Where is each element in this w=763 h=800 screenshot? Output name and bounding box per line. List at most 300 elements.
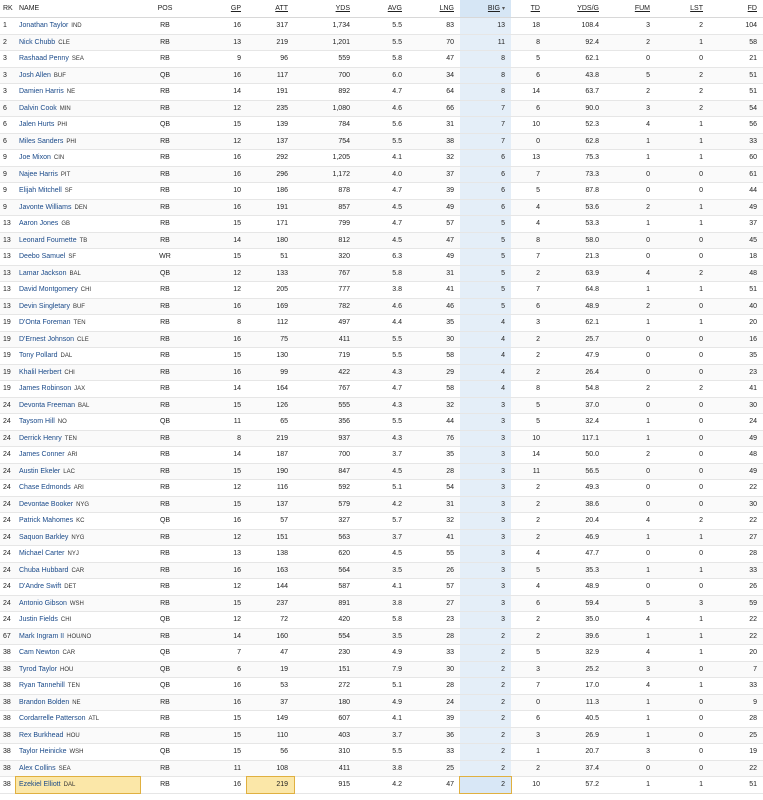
team-abbr[interactable]: TEN [64, 435, 77, 442]
table-row[interactable] [0, 430, 763, 447]
cell-ydsg: 56.5 [546, 463, 605, 480]
cell-big: 2 [460, 645, 511, 662]
cell-name [16, 348, 140, 365]
cell-fd: 56 [709, 117, 763, 134]
team-abbr[interactable]: CHI [64, 369, 75, 376]
cell-fd: 22 [709, 480, 763, 497]
player-name-link[interactable]: James Conner [19, 451, 65, 459]
player-name-link[interactable]: Justin Fields [19, 616, 58, 624]
cell-lst: 0 [656, 183, 709, 200]
cell-yds: 555 [294, 397, 356, 414]
cell-big: 8 [460, 84, 511, 101]
cell-lng: 31 [408, 117, 460, 134]
player-name-link[interactable]: Alex Collins [19, 764, 56, 772]
table-row[interactable] [0, 628, 763, 645]
player-name-link[interactable]: Michael Carter [19, 550, 65, 558]
cell-td: 5 [511, 562, 546, 579]
cell-avg: 4.6 [356, 100, 408, 117]
cell-name [16, 232, 140, 249]
cell-pos: RB [140, 447, 190, 464]
cell-lst: 1 [656, 150, 709, 167]
table-row[interactable] [0, 364, 763, 381]
player-name-link[interactable]: Devonta Freeman [19, 401, 76, 409]
cell-ydsg: 92.4 [546, 34, 605, 51]
player-name-link[interactable]: Lamar Jackson [19, 269, 67, 277]
col-header-td[interactable]: TD [511, 0, 546, 18]
cell-ydsg: 87.8 [546, 183, 605, 200]
cell-att: 47 [247, 645, 294, 662]
table-row[interactable] [0, 51, 763, 68]
team-abbr[interactable]: BAL [78, 402, 90, 409]
player-name-link[interactable]: Javonte Williams [19, 203, 72, 211]
col-header-fd[interactable]: FD [709, 0, 763, 18]
player-name-link[interactable]: Aaron Jones [19, 220, 59, 228]
cell-big: 11 [460, 34, 511, 51]
cell-name [16, 315, 140, 332]
cell-pos: QB [140, 645, 190, 662]
cell-name [16, 397, 140, 414]
table-row[interactable] [0, 414, 763, 431]
team-abbr[interactable]: CAR [62, 650, 76, 657]
player-name-link[interactable]: Rashaad Penny [19, 55, 69, 63]
table-row[interactable] [0, 67, 763, 84]
team-abbr[interactable]: BAL [69, 270, 81, 277]
team-abbr[interactable]: SF [64, 188, 73, 195]
team-abbr[interactable]: BUF [72, 303, 85, 310]
cell-rk: 24 [0, 447, 16, 464]
cell-avg: 5.1 [356, 480, 408, 497]
col-header-yds[interactable]: YDS [294, 0, 356, 18]
team-abbr[interactable]: DEN [74, 204, 88, 211]
team-abbr[interactable]: DAL [60, 353, 73, 360]
cell-fd: 49 [709, 430, 763, 447]
cell-fum: 1 [605, 133, 656, 150]
cell-ydsg: 52.3 [546, 117, 605, 134]
cell-ydsg: 25.2 [546, 661, 605, 678]
team-abbr[interactable]: NYG [76, 501, 90, 508]
cell-avg: 4.7 [356, 381, 408, 398]
cell-big: 3 [460, 496, 511, 513]
cell-avg: 5.1 [356, 678, 408, 695]
cell-fd: 33 [709, 678, 763, 695]
cell-avg: 4.5 [356, 546, 408, 563]
team-abbr[interactable]: GB [61, 221, 70, 228]
cell-lng: 35 [408, 315, 460, 332]
player-name-link[interactable]: James Robinson [19, 385, 72, 393]
table-row[interactable] [0, 529, 763, 546]
table-row[interactable] [0, 265, 763, 282]
cell-gp: 6 [190, 661, 247, 678]
table-row[interactable] [0, 315, 763, 332]
cell-lst: 1 [656, 645, 709, 662]
table-row[interactable] [0, 34, 763, 51]
player-name-link[interactable]: Ryan Tannehill [19, 682, 65, 690]
cell-big: 3 [460, 397, 511, 414]
cell-yds: 799 [294, 216, 356, 233]
cell-td: 5 [511, 645, 546, 662]
table-row[interactable] [0, 133, 763, 150]
cell-td: 8 [511, 34, 546, 51]
cell-lng: 33 [408, 645, 460, 662]
team-abbr[interactable]: CLE [77, 336, 89, 343]
table-row[interactable] [0, 727, 763, 744]
player-name-link[interactable]: Patrick Mahomes [19, 517, 74, 525]
cell-lng: 49 [408, 249, 460, 266]
player-name-link[interactable]: Cordarrelle Patterson [19, 715, 86, 723]
team-abbr[interactable]: WSH [69, 600, 84, 607]
cell-rk: 3 [0, 67, 16, 84]
cell-att: 57 [247, 513, 294, 530]
table-row[interactable] [0, 661, 763, 678]
team-abbr[interactable]: IND [71, 23, 82, 30]
cell-td: 7 [511, 678, 546, 695]
table-row[interactable] [0, 480, 763, 497]
table-row[interactable] [0, 298, 763, 315]
cell-att: 130 [247, 348, 294, 365]
cell-avg: 5.8 [356, 612, 408, 629]
cell-rk: 24 [0, 496, 16, 513]
team-abbr[interactable]: PHI [57, 122, 68, 129]
table-row[interactable] [0, 760, 763, 777]
team-abbr[interactable]: DET [64, 584, 77, 591]
player-name-link[interactable]: D'Onta Foreman [19, 319, 71, 327]
col-header-fum[interactable]: FUM [605, 0, 656, 18]
cell-yds: 1,734 [294, 18, 356, 35]
team-abbr[interactable]: NE [72, 699, 81, 706]
col-header-att[interactable]: ATT [247, 0, 294, 18]
cell-pos: RB [140, 777, 190, 794]
player-name-link[interactable]: Saquon Barkley [19, 533, 69, 541]
team-abbr[interactable]: TEN [67, 683, 80, 690]
player-name-link[interactable]: Dalvin Cook [19, 104, 57, 112]
cell-ydsg: 64.8 [546, 282, 605, 299]
player-name-link[interactable]: Josh Allen [19, 71, 51, 79]
cell-ydsg: 37.0 [546, 397, 605, 414]
cell-lst: 0 [656, 463, 709, 480]
cell-td: 2 [511, 628, 546, 645]
table-row[interactable] [0, 282, 763, 299]
player-name-link[interactable]: Elijah Mitchell [19, 187, 62, 195]
col-header-lng[interactable]: LNG [408, 0, 460, 18]
cell-yds: 767 [294, 265, 356, 282]
player-name-link[interactable]: Tony Pollard [19, 352, 58, 360]
cell-big: 3 [460, 480, 511, 497]
cell-lst: 2 [656, 381, 709, 398]
cell-att: 160 [247, 628, 294, 645]
team-abbr[interactable]: CHI [80, 287, 92, 294]
table-row[interactable] [0, 744, 763, 761]
team-abbr[interactable]: BUF [53, 72, 66, 79]
player-name-link[interactable]: Jalen Hurts [19, 121, 55, 129]
table-row[interactable] [0, 694, 763, 711]
cell-pos: RB [140, 463, 190, 480]
cell-name [16, 678, 140, 695]
player-name-link[interactable]: Ezekiel Elliott [19, 781, 61, 789]
cell-att: 108 [247, 760, 294, 777]
cell-ydsg: 54.8 [546, 381, 605, 398]
team-abbr[interactable]: ATL [88, 716, 100, 723]
team-abbr[interactable]: ARI [67, 452, 78, 459]
cell-pos: QB [140, 265, 190, 282]
cell-rk: 13 [0, 282, 16, 299]
team-abbr[interactable]: LAC [63, 468, 75, 475]
cell-lst: 1 [656, 628, 709, 645]
cell-big: 3 [460, 529, 511, 546]
team-abbr[interactable]: CHI [60, 617, 72, 624]
col-header-name[interactable]: NAME [16, 0, 140, 18]
player-name-link[interactable]: David Montgomery [19, 286, 78, 294]
team-abbr[interactable]: KC [76, 518, 85, 525]
cell-lng: 58 [408, 381, 460, 398]
cell-fd: 19 [709, 744, 763, 761]
table-row[interactable] [0, 463, 763, 480]
cell-lst: 1 [656, 315, 709, 332]
player-name-link[interactable]: Taylor Heinicke [19, 748, 67, 756]
team-abbr[interactable]: SEA [71, 56, 84, 63]
team-abbr[interactable]: NYJ [67, 551, 79, 558]
cell-yds: 356 [294, 414, 356, 431]
player-name-link[interactable]: Derrick Henry [19, 434, 62, 442]
cell-rk: 38 [0, 760, 16, 777]
cell-att: 191 [247, 199, 294, 216]
team-abbr[interactable]: MIN [59, 105, 71, 112]
cell-lng: 31 [408, 496, 460, 513]
team-abbr[interactable]: TB [79, 237, 88, 244]
cell-att: 116 [247, 480, 294, 497]
table-row[interactable] [0, 232, 763, 249]
table-row[interactable] [0, 150, 763, 167]
cell-fd: 33 [709, 562, 763, 579]
table-row[interactable] [0, 166, 763, 183]
table-row[interactable] [0, 513, 763, 530]
team-abbr[interactable]: NYG [71, 534, 85, 541]
cell-td: 2 [511, 265, 546, 282]
cell-att: 205 [247, 282, 294, 299]
cell-fum: 1 [605, 282, 656, 299]
table-row[interactable] [0, 579, 763, 596]
cell-yds: 320 [294, 249, 356, 266]
cell-td: 3 [511, 727, 546, 744]
team-abbr[interactable]: HOU [66, 732, 80, 739]
table-row[interactable] [0, 447, 763, 464]
cell-yds: 497 [294, 315, 356, 332]
cell-pos: QB [140, 414, 190, 431]
player-name-link[interactable]: Khalil Herbert [19, 368, 62, 376]
player-name-link[interactable]: D'Andre Swift [19, 583, 62, 591]
cell-ydsg: 75.3 [546, 150, 605, 167]
player-name-link[interactable]: Nick Chubb [19, 38, 56, 46]
col-header-gp[interactable]: GP [190, 0, 247, 18]
cell-rk: 24 [0, 480, 16, 497]
cell-td: 2 [511, 529, 546, 546]
player-name-link[interactable]: Devontae Booker [19, 500, 74, 508]
table-row[interactable] [0, 249, 763, 266]
cell-avg: 5.5 [356, 348, 408, 365]
cell-gp: 14 [190, 628, 247, 645]
cell-rk: 19 [0, 315, 16, 332]
table-row[interactable] [0, 777, 763, 794]
cell-pos: RB [140, 760, 190, 777]
player-name-link[interactable]: Antonio Gibson [19, 599, 67, 607]
col-header-pos[interactable]: POS [140, 0, 190, 18]
cell-fd: 22 [709, 612, 763, 629]
cell-name [16, 84, 140, 101]
player-name-link[interactable]: Chuba Hubbard [19, 566, 69, 574]
cell-avg: 4.3 [356, 430, 408, 447]
table-row[interactable] [0, 199, 763, 216]
cell-gp: 15 [190, 463, 247, 480]
team-abbr[interactable]: NE [66, 89, 76, 96]
cell-yds: 937 [294, 430, 356, 447]
player-name-link[interactable]: Brandon Bolden [19, 698, 70, 706]
cell-gp: 15 [190, 727, 247, 744]
team-abbr[interactable]: CLE [58, 39, 70, 46]
cell-big: 3 [460, 546, 511, 563]
cell-fd: 9 [709, 694, 763, 711]
table-row[interactable] [0, 216, 763, 233]
table-row[interactable] [0, 381, 763, 398]
player-name-link[interactable]: Deebo Samuel [19, 253, 66, 261]
table-row[interactable] [0, 645, 763, 662]
cell-gp: 16 [190, 513, 247, 530]
cell-lng: 28 [408, 678, 460, 695]
cell-lst: 0 [656, 331, 709, 348]
cell-lng: 49 [408, 199, 460, 216]
team-abbr[interactable]: NO [57, 419, 67, 426]
table-row[interactable] [0, 595, 763, 612]
team-abbr[interactable]: SEA [58, 765, 71, 772]
cell-ydsg: 62.1 [546, 315, 605, 332]
player-name-link[interactable]: Miles Sanders [19, 137, 64, 145]
cell-pos: WR [140, 249, 190, 266]
table-row[interactable] [0, 183, 763, 200]
player-name-link[interactable]: Damien Harris [19, 88, 64, 96]
cell-avg: 4.1 [356, 579, 408, 596]
cell-name [16, 727, 140, 744]
cell-name [16, 249, 140, 266]
cell-ydsg: 53.3 [546, 216, 605, 233]
cell-gp: 16 [190, 199, 247, 216]
table-row[interactable] [0, 331, 763, 348]
player-name-link[interactable]: Cam Newton [19, 649, 60, 657]
cell-fum: 4 [605, 612, 656, 629]
player-name-link[interactable]: Devin Singletary [19, 302, 70, 310]
cell-pos: RB [140, 430, 190, 447]
team-abbr[interactable]: CAR [71, 567, 85, 574]
cell-att: 117 [247, 67, 294, 84]
team-abbr[interactable]: CIN [53, 155, 65, 162]
player-name-link[interactable]: Jonathan Taylor [19, 22, 69, 30]
player-name-link[interactable]: Joe Mixon [19, 154, 51, 162]
col-header-ydsg[interactable]: YDS/G [546, 0, 605, 18]
player-name-link[interactable]: Rex Burkhead [19, 731, 64, 739]
cell-fd: 23 [709, 364, 763, 381]
cell-name [16, 529, 140, 546]
cell-yds: 422 [294, 364, 356, 381]
cell-td: 2 [511, 513, 546, 530]
cell-name [16, 216, 140, 233]
col-header-rk[interactable]: RK [0, 0, 16, 18]
team-abbr[interactable]: HOU/NO [67, 633, 92, 640]
cell-big: 2 [460, 760, 511, 777]
team-abbr[interactable]: HOU [60, 666, 74, 673]
cell-avg: 4.2 [356, 777, 408, 794]
cell-rk: 38 [0, 744, 16, 761]
table-row[interactable] [0, 397, 763, 414]
cell-name [16, 381, 140, 398]
table-row[interactable] [0, 612, 763, 629]
cell-td: 11 [511, 463, 546, 480]
team-abbr[interactable]: PIT [60, 171, 71, 178]
cell-avg: 5.5 [356, 34, 408, 51]
cell-lst: 2 [656, 18, 709, 35]
cell-pos: RB [140, 562, 190, 579]
cell-avg: 4.0 [356, 166, 408, 183]
cell-gp: 15 [190, 595, 247, 612]
table-row[interactable] [0, 678, 763, 695]
team-abbr[interactable]: ARI [73, 485, 84, 492]
player-name-link[interactable]: Leonard Fournette [19, 236, 77, 244]
team-abbr[interactable]: SF [68, 254, 76, 261]
player-name-link[interactable]: Chase Edmonds [19, 484, 71, 492]
table-row[interactable] [0, 18, 763, 35]
cell-lng: 26 [408, 562, 460, 579]
player-name-link[interactable]: Najee Harris [19, 170, 58, 178]
table-row[interactable] [0, 562, 763, 579]
cell-lng: 30 [408, 661, 460, 678]
col-header-lst[interactable]: LST [656, 0, 709, 18]
col-header-avg[interactable]: AVG [356, 0, 408, 18]
col-header-big[interactable]: BIG ▾ [460, 0, 511, 18]
team-abbr[interactable]: TEN [73, 320, 86, 327]
team-abbr[interactable]: DAL [63, 782, 76, 789]
cell-ydsg: 43.8 [546, 67, 605, 84]
cell-rk: 19 [0, 331, 16, 348]
cell-name [16, 595, 140, 612]
table-row[interactable] [0, 711, 763, 728]
cell-fum: 1 [605, 628, 656, 645]
cell-fd: 26 [709, 579, 763, 596]
table-row[interactable] [0, 348, 763, 365]
cell-avg: 4.9 [356, 645, 408, 662]
team-abbr[interactable]: WSH [69, 749, 84, 756]
player-name-link[interactable]: D'Ernest Johnson [19, 335, 75, 343]
player-name-link[interactable]: Austin Ekeler [19, 467, 61, 475]
team-abbr[interactable]: PHI [66, 138, 77, 145]
cell-td: 7 [511, 282, 546, 299]
cell-td: 14 [511, 84, 546, 101]
player-name-link[interactable]: Taysom Hill [19, 418, 55, 426]
player-name-link[interactable]: Tyrod Taylor [19, 665, 57, 673]
cell-big: 2 [460, 661, 511, 678]
player-name-link[interactable]: Mark Ingram II [19, 632, 65, 640]
table-row[interactable] [0, 546, 763, 563]
cell-lst: 1 [656, 117, 709, 134]
cell-lng: 23 [408, 612, 460, 629]
cell-ydsg: 48.9 [546, 298, 605, 315]
cell-gp: 16 [190, 331, 247, 348]
cell-fum: 1 [605, 150, 656, 167]
table-row[interactable] [0, 84, 763, 101]
cell-big: 13 [460, 18, 511, 35]
table-row[interactable] [0, 496, 763, 513]
cell-fum: 3 [605, 661, 656, 678]
cell-rk: 24 [0, 546, 16, 563]
team-abbr[interactable]: JAX [74, 386, 86, 393]
cell-big: 4 [460, 331, 511, 348]
table-row[interactable] [0, 100, 763, 117]
table-row[interactable] [0, 117, 763, 134]
